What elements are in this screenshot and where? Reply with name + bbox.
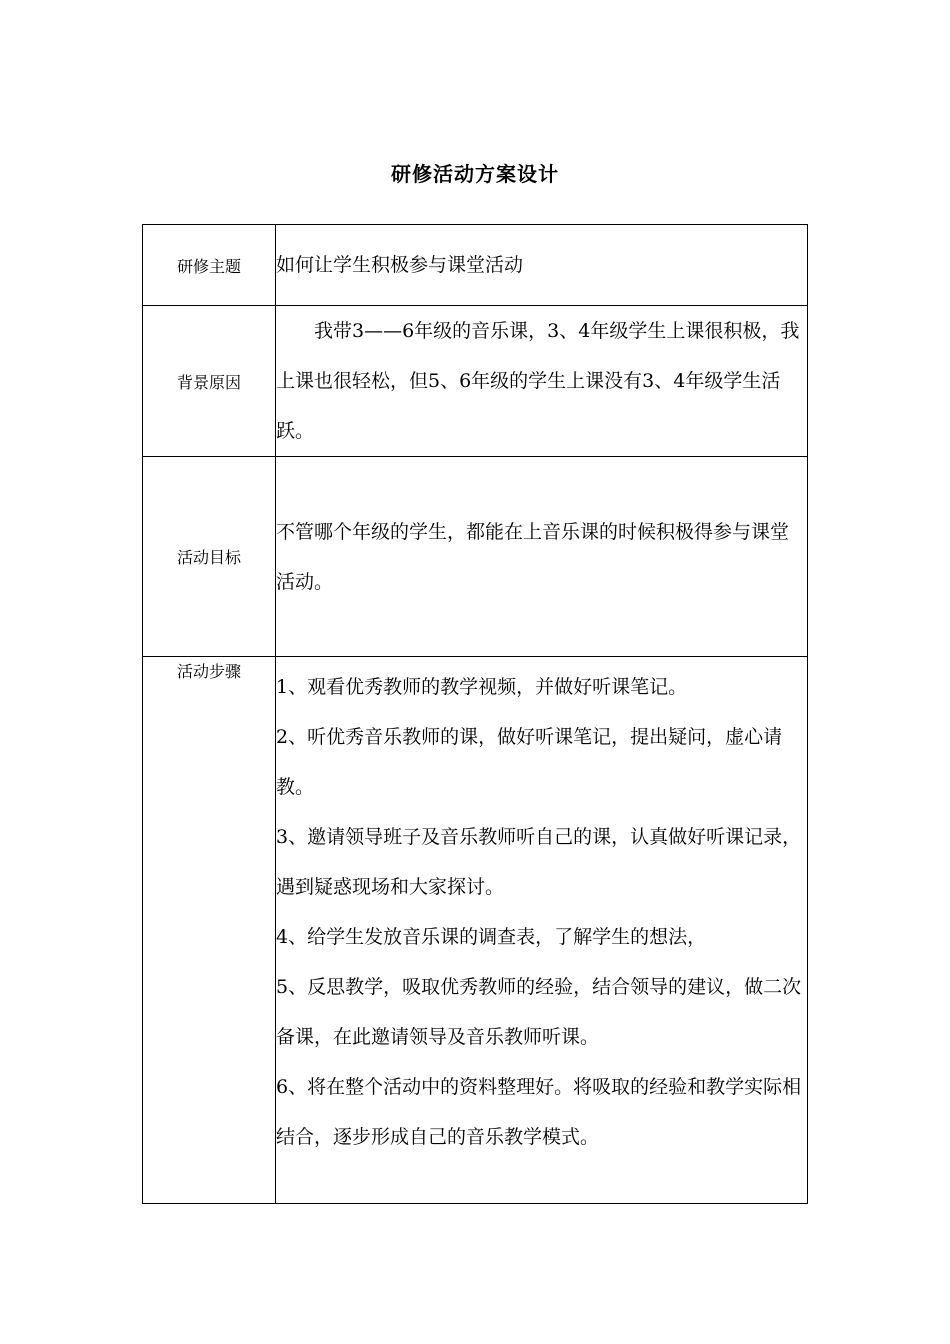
table-row-background [143,306,808,457]
label-background: 背景原因 [143,306,276,457]
value-theme: 如何让学生积极参与课堂活动 [276,225,808,306]
goal-text: 不管哪个年级的学生，都能在上音乐课的时候积极得参与课堂活动。 [276,520,790,593]
activity-plan-table [142,224,808,1204]
page-title: 研修活动方案设计 [391,162,559,186]
value-goal [276,457,808,657]
step-item: 6、将在整个活动中的资料整理好。将吸取的经验和教学实际相结合，逐步形成自己的音乐教学模式。 [276,1076,802,1148]
step-item: 2、听优秀音乐教师的课，做好听课笔记，提出疑问，虚心请教。 [276,726,783,798]
step-item: 5、反思教学，吸取优秀教师的经验，结合领导的建议，做二次备课，在此邀请领导及音乐教师听课。 [276,976,802,1048]
background-text: 我带3——6年级的音乐课，3、4年级学生上课很积极，我上课也很轻松，但5、6年级的学生上课没有3、4年级学生活跃。 [276,320,800,442]
value-steps [276,657,808,1204]
table-row-theme [143,225,808,306]
step-item: 4、给学生发放音乐课的调查表，了解学生的想法， [276,926,707,948]
step-item: 1、观看优秀教师的教学视频，并做好听课笔记。 [276,676,688,698]
label-theme: 研修主题 [143,225,276,306]
step-item: 3、邀请领导班子及音乐教师听自己的课，认真做好听课记录，遇到疑惑现场和大家探讨。 [276,826,802,898]
label-steps: 活动步骤 [143,657,276,1204]
value-background [276,306,808,457]
table-row-steps [143,657,808,1204]
table-row-goal [143,457,808,657]
label-goal: 活动目标 [143,457,276,657]
